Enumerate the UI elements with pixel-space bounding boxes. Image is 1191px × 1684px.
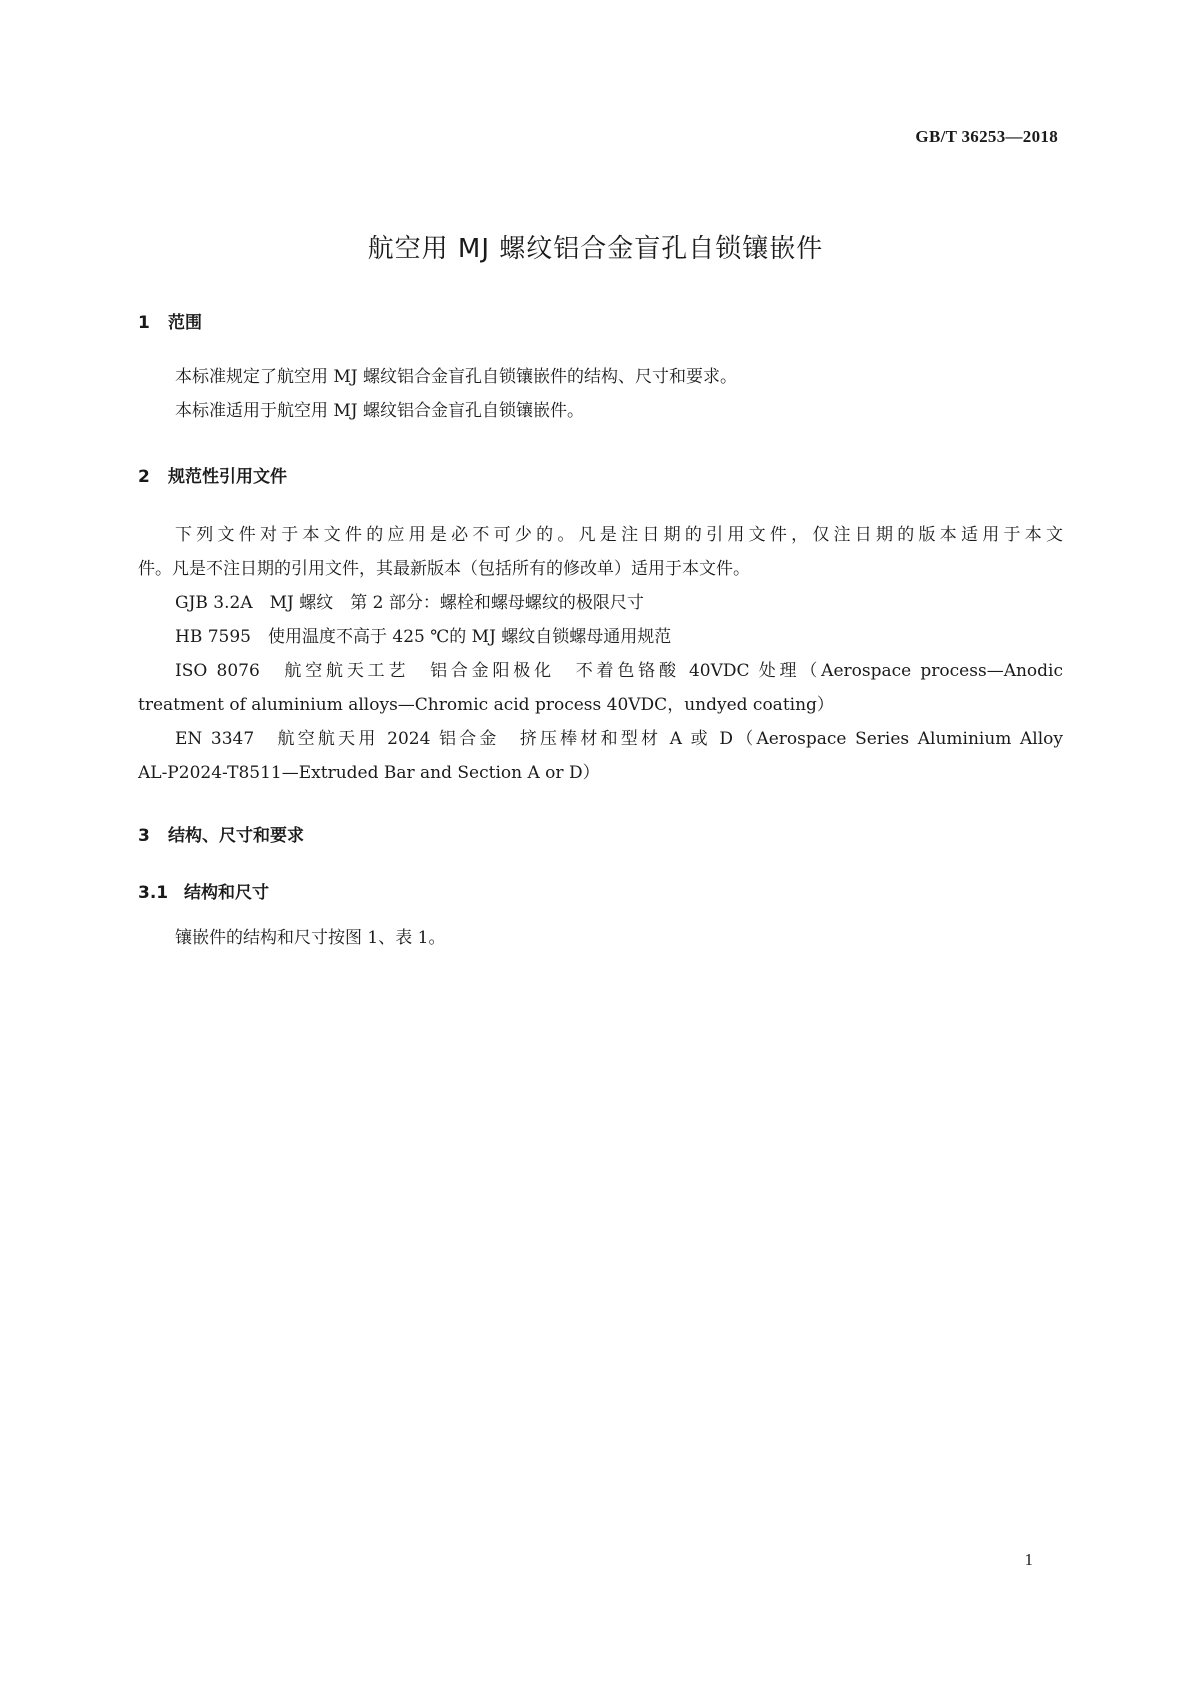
section-3-title: 结构、尺寸和要求 bbox=[168, 826, 304, 846]
paragraph: 本标准适用于航空用 MJ 螺纹铝合金盲孔自锁镶嵌件。 bbox=[175, 401, 585, 421]
page-number: 1 bbox=[1024, 1550, 1033, 1569]
section-3-heading bbox=[138, 821, 304, 846]
reference-item-continuation: AL-P2024-T8511—Extruded Bar and Section A or D） bbox=[138, 763, 600, 783]
reference-item: ISO 8076 航空航天工艺 铝合金阳极化 不着色铬酸 40VDC 处理（Aerospace process—Anodic bbox=[175, 661, 1063, 681]
section-3-1-title: 结构和尺寸 bbox=[184, 883, 269, 903]
section-3-1-body bbox=[138, 921, 1063, 955]
section-3-1-heading bbox=[138, 878, 269, 903]
document-title: 航空用 MJ 螺纹铝合金盲孔自锁镶嵌件 bbox=[367, 234, 824, 264]
reference-item-continuation: treatment of aluminium alloys—Chromic acid process 40VDC，undyed coating） bbox=[138, 695, 834, 715]
section-2-body bbox=[138, 518, 1063, 790]
section-2-title: 规范性引用文件 bbox=[168, 467, 287, 487]
section-1-title: 范围 bbox=[168, 313, 202, 333]
paragraph: 镶嵌件的结构和尺寸按图 1、表 1。 bbox=[175, 928, 446, 948]
standard-code: GB/T 36253—2018 bbox=[915, 127, 1058, 146]
section-1-body bbox=[138, 360, 1063, 428]
paragraph-line: 下列文件对于本文件的应用是必不可少的。凡是注日期的引用文件，仅注日期的版本适用于本文 bbox=[175, 525, 1063, 545]
section-1-number: 1 bbox=[138, 313, 150, 333]
section-3-1-number: 3.1 bbox=[138, 883, 169, 903]
paragraph: 本标准规定了航空用 MJ 螺纹铝合金盲孔自锁镶嵌件的结构、尺寸和要求。 bbox=[175, 367, 738, 387]
reference-item: GJB 3.2A MJ 螺纹 第 2 部分：螺栓和螺母螺纹的极限尺寸 bbox=[175, 593, 644, 613]
section-2-number: 2 bbox=[138, 467, 150, 487]
reference-item: EN 3347 航空航天用 2024 铝合金 挤压棒材和型材 A 或 D（Aerospace Series Aluminium Alloy bbox=[175, 729, 1063, 749]
section-1-heading bbox=[138, 308, 202, 333]
section-3-number: 3 bbox=[138, 826, 150, 846]
section-2-heading bbox=[138, 462, 287, 487]
paragraph-line: 件。凡是不注日期的引用文件，其最新版本（包括所有的修改单）适用于本文件。 bbox=[138, 559, 750, 579]
reference-item: HB 7595 使用温度不高于 425 ℃的 MJ 螺纹自锁螺母通用规范 bbox=[175, 627, 672, 647]
